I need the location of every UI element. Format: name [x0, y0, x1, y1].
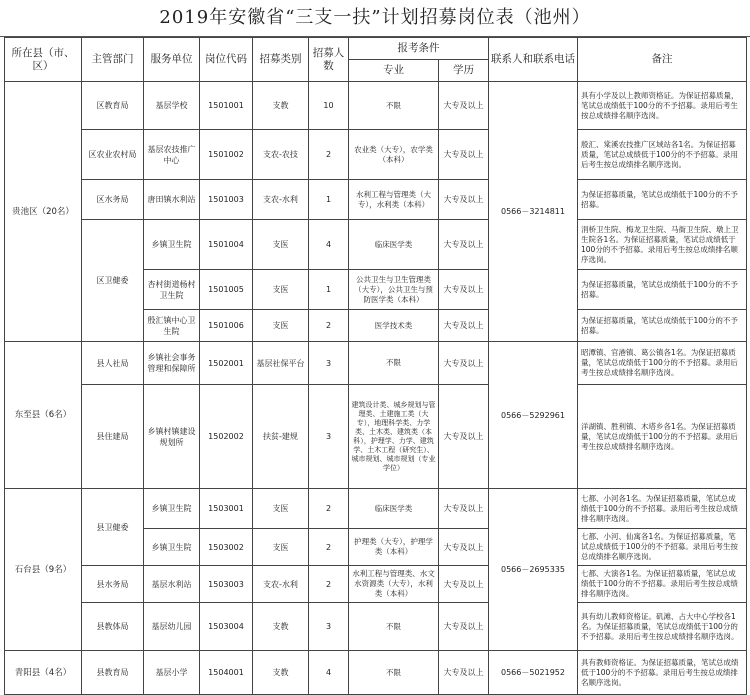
count-cell: 2: [309, 489, 349, 529]
count-cell: 10: [309, 82, 349, 130]
remark-cell: 为保证招募质量，笔试总成绩低于100分的不予招募。: [578, 180, 747, 220]
table-row: [5, 130, 747, 180]
edu-cell: 大专及以上: [439, 651, 489, 695]
major-cell: 建筑设计类、城乡规划与管理类、土建施工类（大专），地理科学类、力学类、土木类、建筑类（本科），护理学、力学、建筑学、土木工程（研究生）、城市规划、城市规划（专业学位）: [349, 385, 439, 489]
recruitment-table: [4, 37, 747, 695]
edu-cell: 大专及以上: [439, 342, 489, 385]
code-cell: 1501004: [200, 220, 253, 270]
major-cell: 农业类（大专），农学类（本科）: [349, 130, 439, 180]
remark-cell: 为保证招募质量，笔试总成绩低于100分的不予招募。: [578, 310, 747, 342]
header-contact: 联系人和联系电话: [489, 38, 578, 82]
remark-cell: 七都、小河各1名。为保证招募质量，笔试总成绩低于100分的不予招募。录用后考生按总成绩排名顺序选岗。: [578, 489, 747, 529]
count-cell: 3: [309, 342, 349, 385]
dept-cell: 区教育局: [82, 82, 144, 130]
code-cell: 1504001: [200, 651, 253, 695]
type-cell: 支教: [253, 651, 309, 695]
table-row: [5, 566, 747, 603]
code-cell: 1501006: [200, 310, 253, 342]
remark-cell: 七都、小河、仙寓各1名。为保证招募质量，笔试总成绩低于100分的不予招募。录用后考生按总成绩排名顺序选岗。: [578, 529, 747, 566]
count-cell: 1: [309, 270, 349, 310]
code-cell: 1501005: [200, 270, 253, 310]
count-cell: 1: [309, 180, 349, 220]
major-cell: 医学技术类: [349, 310, 439, 342]
header-code: 岗位代码: [200, 38, 253, 82]
count-cell: 2: [309, 566, 349, 603]
edu-cell: 大专及以上: [439, 603, 489, 651]
unit-cell: 乡镇卫生院: [144, 220, 200, 270]
count-cell: 4: [309, 651, 349, 695]
remark-cell: 涓桥卫生院、梅龙卫生院、马衙卫生院、墩上卫生院各1名。为保证招募质量，笔试总成绩低于100分的不予招募。录用后考生按总成绩排名顺序选岗。: [578, 220, 747, 270]
type-cell: 支医: [253, 270, 309, 310]
type-cell: 支农-农技: [253, 130, 309, 180]
major-cell: 临床医学类: [349, 489, 439, 529]
edu-cell: 大专及以上: [439, 82, 489, 130]
type-cell: 支教: [253, 82, 309, 130]
type-cell: 支医: [253, 310, 309, 342]
code-cell: 1502001: [200, 342, 253, 385]
unit-cell: 殷汇镇中心卫生院: [144, 310, 200, 342]
type-cell: 扶贫-建规: [253, 385, 309, 489]
type-cell: 支医: [253, 220, 309, 270]
unit-cell: 乡镇村镇建设规划所: [144, 385, 200, 489]
major-cell: 不限: [349, 651, 439, 695]
unit-cell: 唐田镇水利站: [144, 180, 200, 220]
dept-cell: 区水务局: [82, 180, 144, 220]
code-cell: 1503001: [200, 489, 253, 529]
county-cell: 东至县（6名）: [5, 342, 82, 489]
dept-cell: 县卫健委: [82, 489, 144, 566]
type-cell: 支医: [253, 529, 309, 566]
table-row: [5, 220, 747, 270]
edu-cell: 大专及以上: [439, 180, 489, 220]
county-cell: 贵池区（20名）: [5, 82, 82, 342]
dept-cell: 县教育局: [82, 651, 144, 695]
remark-cell: 殷汇、棠溪农技推广区域站各1名。为保证招募质量，笔试总成绩低于100分的不予招募。录用后考生按总成绩排名顺序选岗。: [578, 130, 747, 180]
major-cell: 水利工程与管理类（大专），水利类（本科）: [349, 180, 439, 220]
remark-cell: 七都、大演各1名。为保证招募质量，笔试总成绩低于100分的不予招募。录用后考生按总成绩排名顺序选岗。: [578, 566, 747, 603]
type-cell: 基层社保平台: [253, 342, 309, 385]
table-row: [5, 82, 747, 130]
header-conditions: 报考条件: [349, 38, 489, 60]
major-cell: 护理类（大专），护理学类（本科）: [349, 529, 439, 566]
edu-cell: 大专及以上: [439, 220, 489, 270]
dept-cell: 县人社局: [82, 342, 144, 385]
table-row: [5, 180, 747, 220]
county-cell: 青阳县（4名）: [5, 651, 82, 695]
type-cell: 支教: [253, 603, 309, 651]
unit-cell: 基层水利站: [144, 566, 200, 603]
remark-cell: 昭潭镇、官港镇、葛公镇各1名。为保证招募质量，笔试总成绩低于100分的不予招募。录用后考生按总成绩排名顺序选岗。: [578, 342, 747, 385]
type-cell: 支医: [253, 489, 309, 529]
major-cell: 不限: [349, 603, 439, 651]
edu-cell: 大专及以上: [439, 385, 489, 489]
edu-cell: 大专及以上: [439, 489, 489, 529]
contact-cell: 0566－3214811: [489, 82, 578, 342]
edu-cell: 大专及以上: [439, 270, 489, 310]
unit-cell: 基层农技推广中心: [144, 130, 200, 180]
header-county: 所在县（市、区）: [5, 38, 82, 82]
table-row: [5, 603, 747, 651]
remark-cell: 具有幼儿教师资格证。矶滩、占大中心学校各1名。为保证招募质量，笔试总成绩低于100分的不予招募。录用后考生按总成绩排名顺序选岗。: [578, 603, 747, 651]
county-cell: 石台县（9名）: [5, 489, 82, 651]
unit-cell: 基层幼儿园: [144, 603, 200, 651]
header-edu: 学历: [439, 60, 489, 82]
contact-cell: 0566－2695335: [489, 489, 578, 651]
major-cell: 不限: [349, 82, 439, 130]
type-cell: 支农-水利: [253, 180, 309, 220]
contact-cell: 0566－5292961: [489, 342, 578, 489]
code-cell: 1501001: [200, 82, 253, 130]
count-cell: 3: [309, 603, 349, 651]
count-cell: 3: [309, 385, 349, 489]
table-row: [5, 342, 747, 385]
header-type: 招募类别: [253, 38, 309, 82]
edu-cell: 大专及以上: [439, 529, 489, 566]
unit-cell: 基层学校: [144, 82, 200, 130]
remark-cell: 具有教师资格证。为保证招募质量，笔试总成绩低于100分的不予招募。录用后考生按总成绩排名顺序选岗。: [578, 651, 747, 695]
code-cell: 1501002: [200, 130, 253, 180]
remark-cell: 为保证招募质量，笔试总成绩低于100分的不予招募。: [578, 270, 747, 310]
code-cell: 1503002: [200, 529, 253, 566]
unit-cell: 乡镇卫生院: [144, 489, 200, 529]
edu-cell: 大专及以上: [439, 566, 489, 603]
major-cell: 水利工程与管理类、水文水资源类（大专），水利类（本科）: [349, 566, 439, 603]
major-cell: 公共卫生与卫生管理类（大专），公共卫生与预防医学类（本科）: [349, 270, 439, 310]
header-remark: 备注: [578, 38, 747, 82]
header-count: 招募人数: [309, 38, 349, 82]
major-cell: 临床医学类: [349, 220, 439, 270]
unit-cell: 基层小学: [144, 651, 200, 695]
count-cell: 4: [309, 220, 349, 270]
unit-cell: 杏村街道杨村卫生院: [144, 270, 200, 310]
header-dept: 主管部门: [82, 38, 144, 82]
dept-cell: 县教体局: [82, 603, 144, 651]
dept-cell: 区卫健委: [82, 220, 144, 342]
unit-cell: 乡镇社会事务管理和保障所: [144, 342, 200, 385]
type-cell: 支农-水利: [253, 566, 309, 603]
remark-cell: 具有小学及以上教师资格证。为保证招募质量，笔试总成绩低于100分的不予招募。录用后考生按总成绩排名顺序选岗。: [578, 82, 747, 130]
major-cell: 不限: [349, 342, 439, 385]
count-cell: 2: [309, 130, 349, 180]
count-cell: 2: [309, 310, 349, 342]
count-cell: 2: [309, 529, 349, 566]
table-row: [5, 385, 747, 489]
table-row: [5, 489, 747, 529]
edu-cell: 大专及以上: [439, 130, 489, 180]
code-cell: 1503004: [200, 603, 253, 651]
table-row: [5, 651, 747, 695]
header-major: 专业: [349, 60, 439, 82]
code-cell: 1501003: [200, 180, 253, 220]
contact-cell: 0566－5021952: [489, 651, 578, 695]
edu-cell: 大专及以上: [439, 310, 489, 342]
code-cell: 1502002: [200, 385, 253, 489]
dept-cell: 县住建局: [82, 385, 144, 489]
code-cell: 1503003: [200, 566, 253, 603]
unit-cell: 乡镇卫生院: [144, 529, 200, 566]
document-title: 2019年安徽省“三支一扶”计划招募岗位表（池州）: [0, 0, 750, 37]
remark-cell: 洋湖镇、胜利镇、木塔乡各1名。为保证招募质量，笔试总成绩低于100分的不予招募。录用后考生按总成绩排名顺序选岗。: [578, 385, 747, 489]
dept-cell: 县水务局: [82, 566, 144, 603]
dept-cell: 区农业农村局: [82, 130, 144, 180]
header-unit: 服务单位: [144, 38, 200, 82]
